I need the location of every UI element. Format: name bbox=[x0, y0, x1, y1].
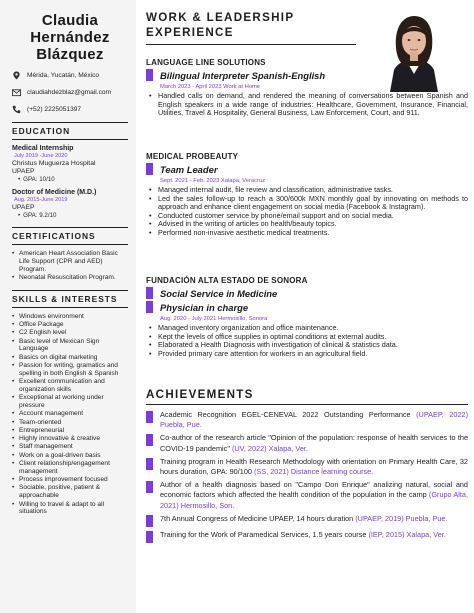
achievement-item bbox=[146, 410, 468, 430]
list-item: • Basics on digital marketing bbox=[12, 354, 128, 362]
job-duties bbox=[146, 324, 468, 358]
achievement-text: Training program in Health Research Methodology with orientation on Primary Health Care, 32 hours duration, GPA: 90/100 bbox=[160, 456, 468, 477]
divider bbox=[146, 44, 356, 45]
job-company: FUNDACIÓN ALTA ESTADO DE SONORA bbox=[146, 276, 308, 285]
education-gpa: • GPA: 10/10 bbox=[18, 176, 128, 183]
list-item: • Team-oriented bbox=[12, 419, 128, 427]
list-item: • Kept the levels of office supplies in optimal conditions at external audits. bbox=[146, 333, 468, 342]
achievement-source: (Grupo Alta, 2021) Hermosillo, Son. bbox=[160, 490, 469, 510]
list-item: • Entrepreneurial bbox=[12, 427, 128, 435]
achievement-source: (UPAEP, 2019) Puebla, Pue. bbox=[355, 513, 448, 523]
job-role-row bbox=[146, 287, 468, 299]
envelope-icon bbox=[12, 88, 21, 97]
certifications-list bbox=[12, 250, 128, 282]
phone-icon bbox=[12, 105, 21, 114]
achievement-item bbox=[146, 530, 468, 543]
list-item: • Work on a goal-driven basis bbox=[12, 452, 128, 460]
list-item: • Basic level of Mexican Sign Language bbox=[12, 338, 128, 354]
education-heading: EDUCATION bbox=[12, 122, 128, 140]
candidate-name bbox=[12, 12, 128, 63]
achievement-text: Academic Recognition EGEL-CENEVAL 2022 Outstanding Performance bbox=[160, 410, 411, 419]
list-item: • Conducted customer service by phone/email support and on social media. bbox=[146, 212, 468, 221]
achievement-item bbox=[146, 457, 468, 477]
list-item: • Exceptional at working under pressure bbox=[12, 394, 128, 410]
job-company: MEDICAL PROBEAUTY bbox=[146, 152, 239, 161]
accent-bar bbox=[146, 458, 153, 470]
phone-text: (+52) 2225051397 bbox=[27, 106, 82, 113]
education-item bbox=[12, 189, 128, 219]
achievement-text: Training for the Work of Paramedical Services, 1.5 years course bbox=[160, 529, 367, 539]
achievement-source: (SS, 2021) Distance learning course. bbox=[253, 467, 374, 477]
experience-heading bbox=[146, 10, 346, 40]
name-line-1: Claudia bbox=[41, 12, 99, 29]
experience-heading-line-1: WORK & LEADERSHIP bbox=[146, 11, 295, 24]
contact-phone[interactable] bbox=[12, 105, 128, 114]
list-item: • Account management bbox=[12, 410, 128, 418]
achievement-source: (UPAEP, 2022) Puebla, Pue. bbox=[160, 410, 469, 430]
job-duties bbox=[146, 186, 468, 238]
accent-bar bbox=[146, 434, 153, 446]
list-item: • Managed inventory organization and office maintenance. bbox=[146, 324, 468, 333]
list-item: • Sociable, positive, patient & approachable bbox=[12, 484, 128, 500]
education-item bbox=[12, 145, 128, 183]
achievement-source: (IEP, 2015) Xalapa, Ver. bbox=[368, 529, 446, 539]
list-item: • Led the sales follow-up to reach a 300/600k MXN monthly goal by innovating on methods to approach and enhance client engagement on social media (Facebook & Instagram). bbox=[146, 195, 468, 212]
list-item: • Client relationship/engagement management bbox=[12, 460, 128, 476]
education-gpa: • GPA: 9.2/10 bbox=[18, 212, 128, 219]
accent-bar bbox=[146, 69, 153, 81]
list-item: • Handled calls on demand, and rendered the meaning of conversations between Spanish and English speakers in a wide range of industries: Healthcare, Government, Insurance, Financial, Utilities, Travel & Hospitality, General Business, Law Enforcement, Court, and 911. bbox=[146, 92, 468, 118]
list-item: • Provided primary care attention for workers in an agricultural field. bbox=[146, 350, 468, 359]
job-entry bbox=[146, 152, 468, 238]
name-line-3: Blázquez bbox=[36, 46, 104, 63]
job-date: March 2023 - April 2023 Work at Home bbox=[160, 84, 261, 90]
accent-bar bbox=[146, 531, 153, 543]
divider bbox=[146, 404, 468, 405]
list-item: • Highly innovative & creative bbox=[12, 435, 128, 443]
job-role-row bbox=[146, 301, 468, 313]
education-institution: Christus Muguerza Hospital bbox=[12, 160, 96, 167]
achievement-text: Co-author of the research article "Opinion of the population: response of health services to the COVID-19 pandemic" bbox=[160, 433, 468, 453]
list-item: • Advised in the writing of articles on health/beauty topics. bbox=[146, 220, 468, 229]
list-item: • Neonatal Resuscitation Program. bbox=[12, 274, 128, 282]
list-item: • Passion for writing, gramatics and spelling in both English & Spanish bbox=[12, 362, 128, 378]
education-institution: UPAEP bbox=[12, 168, 35, 175]
skills-heading: SKILLS & INTERESTS bbox=[12, 290, 128, 308]
job-entry bbox=[146, 276, 468, 358]
list-item: • American Heart Association Basic Life Support (CPR and AED) Program. bbox=[12, 250, 128, 273]
achievement-text: 7th Annual Congress of Medicine UPAEP, 14 hours duration bbox=[160, 513, 354, 523]
email-text: claudiahdezblaz@gmail.com bbox=[27, 89, 112, 96]
list-item: • Performed non-invasive aesthetic medical treatments. bbox=[146, 229, 468, 238]
location-pin-icon bbox=[12, 71, 21, 80]
certifications-heading: CERTIFICATIONS bbox=[12, 227, 128, 245]
skills-list bbox=[12, 313, 128, 516]
education-institution: UPAEP bbox=[12, 204, 35, 211]
education-date: Aug. 2015-June 2019 bbox=[14, 197, 68, 203]
job-duties bbox=[146, 92, 468, 118]
achievement-text: Author of a health diagnosis based on "Campo Don Enrique" analizing natural, social and economic factors which affected the health condition of the population in the camp bbox=[160, 480, 468, 500]
contact-email[interactable] bbox=[12, 88, 128, 97]
main-column bbox=[146, 0, 468, 613]
list-item: • Elaborated a Health Diagnosis with investigation of clinical & statistics data. bbox=[146, 341, 468, 350]
achievements-heading: ACHIEVEMENTS bbox=[146, 388, 254, 401]
job-role: Social Service in Medicine bbox=[160, 287, 278, 299]
list-item: • Willing to travel & adapt to all situations bbox=[12, 501, 128, 517]
list-item: • Excellent communication and organization skills bbox=[12, 378, 128, 394]
location-text: Mérida, Yucatán, México bbox=[27, 72, 100, 79]
job-role: Physician in charge bbox=[160, 301, 249, 313]
education-date: July 2019 -June 2020 bbox=[14, 153, 68, 159]
job-entry bbox=[146, 58, 468, 118]
accent-bar bbox=[146, 515, 153, 527]
experience-heading-line-2: EXPERIENCE bbox=[146, 26, 234, 39]
education-degree: Medical Internship bbox=[12, 145, 74, 152]
accent-bar bbox=[146, 481, 153, 493]
accent-bar bbox=[146, 287, 153, 299]
sidebar bbox=[0, 0, 136, 613]
job-role-row bbox=[146, 69, 468, 81]
education-degree: Doctor of Medicine (M.D.) bbox=[12, 189, 97, 196]
list-item: • Office Package bbox=[12, 321, 128, 329]
job-company: LANGUAGE LINE SOLUTIONS bbox=[146, 58, 266, 67]
list-item: • Windows environment bbox=[12, 313, 128, 321]
achievement-item bbox=[146, 480, 468, 511]
list-item: • C2 English level bbox=[12, 329, 128, 337]
achievement-item bbox=[146, 433, 468, 453]
list-item: • Process improvement focused bbox=[12, 476, 128, 484]
job-role: Team Leader bbox=[160, 163, 218, 175]
contact-location bbox=[12, 71, 128, 80]
accent-bar bbox=[146, 301, 153, 313]
list-item: • Managed internal audit, file review and classification, administrative tasks. bbox=[146, 186, 468, 195]
accent-bar bbox=[146, 411, 153, 423]
job-date: Aug. 2020 - July 2021 Hermosillo, Sonora bbox=[160, 316, 268, 322]
achievements-list bbox=[146, 410, 468, 546]
job-date: Sept. 2021 - Feb. 2023 Xalapa, Veracruz bbox=[160, 178, 266, 184]
achievement-source: (UV, 2022) Xalapa, Ver. bbox=[231, 443, 308, 453]
accent-bar bbox=[146, 163, 153, 175]
job-role: Bilingual Interpreter Spanish-English bbox=[160, 69, 326, 81]
achievement-item bbox=[146, 514, 468, 527]
job-role-row bbox=[146, 163, 468, 175]
list-item: • Staff management bbox=[12, 443, 128, 451]
name-line-2: Hernández bbox=[30, 29, 110, 46]
